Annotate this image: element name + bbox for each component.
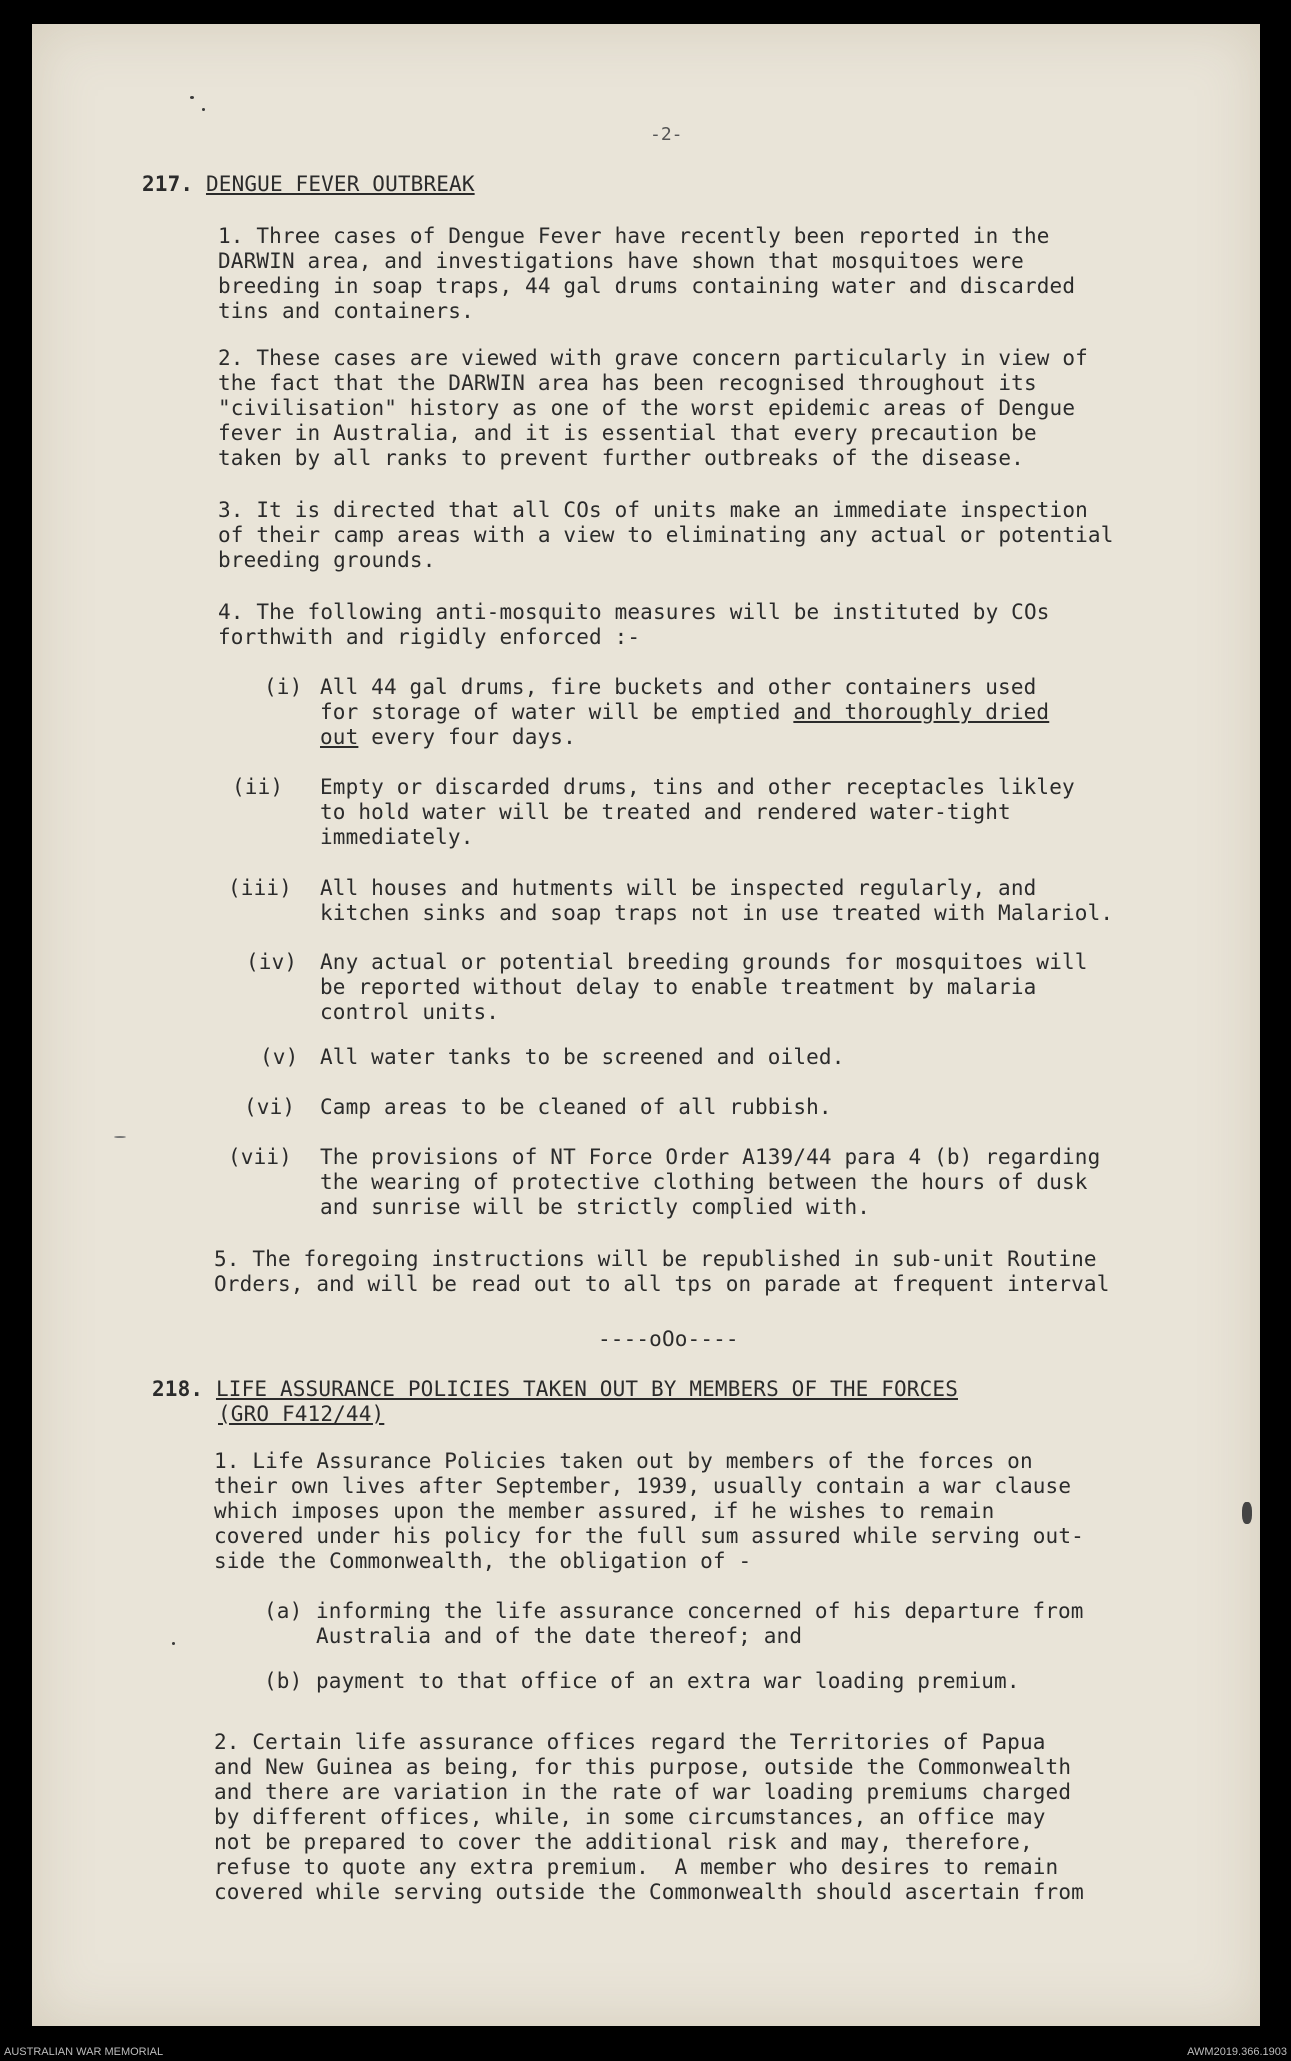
text-line: All 44 gal drums, fire buckets and other containers used [320, 675, 1037, 699]
s217-para-2 [218, 346, 1088, 471]
text-line: every four days. [371, 725, 576, 749]
text-line: 3. It is directed that all COs of units make an immediate inspection [218, 498, 1088, 522]
text-line: the fact that the DARWIN area has been recognised throughout its [218, 371, 1037, 395]
clause-b-text [316, 1669, 1020, 1694]
text-line: Australia and of the date thereof; and [316, 1624, 803, 1648]
section-separator: ----oOo---- [598, 1327, 739, 1351]
text-line: be reported without delay to enable treatment by malaria [320, 975, 1037, 999]
clause-a-text [316, 1599, 1084, 1649]
paper-speck [202, 108, 205, 111]
text-line: Camp areas to be cleaned of all rubbish. [320, 1095, 832, 1119]
measure-iv-label: (iv) [246, 950, 298, 974]
measure-ii-text [320, 775, 1075, 850]
text-line: payment to that office of an extra war loading premium. [316, 1669, 1020, 1693]
s217-para-5 [214, 1247, 1110, 1297]
s218-para-1 [214, 1449, 1084, 1574]
text-line: of their camp areas with a view to eliminating any actual or potential [218, 523, 1114, 547]
text-line: and there are variation in the rate of war loading premiums charged [214, 1780, 1072, 1804]
text-line: tins and containers. [218, 299, 474, 323]
text-line: 1. Three cases of Dengue Fever have recently been reported in the [218, 224, 1050, 248]
footer-credit: AUSTRALIAN WAR MEMORIAL [4, 2046, 164, 2058]
text-line: for storage of water will be emptied [320, 700, 781, 724]
text-line: to hold water will be treated and rendered water-tight [320, 800, 1011, 824]
section-217-number: 217. [142, 172, 194, 196]
underlined-text: and thoroughly dried [793, 700, 1050, 724]
measure-vi-text [320, 1095, 832, 1120]
text-line: immediately. [320, 825, 474, 849]
text-line: 2. These cases are viewed with grave concern particularly in view of [218, 346, 1088, 370]
text-line: 1. Life Assurance Policies taken out by members of the forces on [214, 1449, 1033, 1473]
text-line: side the Commonwealth, the obligation of - [214, 1549, 752, 1573]
s217-para-1 [218, 224, 1075, 324]
text-line: fever in Australia, and it is essential that every precaution be [218, 421, 1037, 445]
paper-speck [190, 96, 194, 99]
text-line: informing the life assurance concerned of his departure from [316, 1599, 1084, 1623]
section-218-heading [152, 1377, 958, 1427]
text-line: All water tanks to be screened and oiled. [320, 1045, 845, 1069]
section-218-reference: (GRO F412/44) [218, 1402, 385, 1426]
measure-v-text [320, 1045, 845, 1070]
section-217-title: DENGUE FEVER OUTBREAK [205, 172, 475, 196]
text-line: the wearing of protective clothing between the hours of dusk [320, 1170, 1088, 1194]
text-line: kitchen sinks and soap traps not in use treated with Malariol. [320, 901, 1114, 925]
measure-vi-label: (vi) [244, 1095, 296, 1119]
text-line: which imposes upon the member assured, if he wishes to remain [214, 1499, 995, 1523]
footer-accession-number: AWM2019.366.1903 [1187, 2046, 1287, 2058]
text-line: "civilisation" history as one of the worst epidemic areas of Dengue [218, 396, 1076, 420]
measure-vii-text [320, 1145, 1100, 1220]
text-line: DARWIN area, and investigations have shown that mosquitoes were [218, 249, 1024, 273]
text-line: refuse to quote any extra premium. A member who desires to remain [214, 1855, 1059, 1879]
measure-i-label: (i) [264, 675, 303, 699]
paper-speck [172, 1642, 175, 1645]
text-line: covered while serving outside the Commonwealth should ascertain from [214, 1880, 1084, 1904]
text-line: and New Guinea as being, for this purpose, outside the Commonwealth [214, 1755, 1072, 1779]
clause-b-label: (b) [264, 1669, 303, 1693]
text-line: taken by all ranks to prevent further outbreaks of the disease. [218, 446, 1024, 470]
text-line: forthwith and rigidly enforced :- [218, 625, 641, 649]
section-218-title: LIFE ASSURANCE POLICIES TAKEN OUT BY MEMBERS OF THE FORCES [215, 1377, 958, 1401]
text-line: 5. The foregoing instructions will be republished in sub-unit Routine [214, 1247, 1097, 1271]
measure-iv-text [320, 950, 1088, 1025]
document-page [32, 24, 1260, 2026]
text-line: control units. [320, 1000, 500, 1024]
text-line: covered under his policy for the full sum assured while serving out- [214, 1524, 1084, 1548]
measure-ii-label: (ii) [232, 775, 284, 799]
section-218-number: 218. [152, 1377, 204, 1401]
text-line: breeding in soap traps, 44 gal drums containing water and discarded [218, 274, 1076, 298]
underlined-text: out [320, 725, 359, 749]
measure-i-text [320, 675, 1049, 750]
text-line: Any actual or potential breeding grounds for mosquitoes will [320, 950, 1088, 974]
measure-vii-label: (vii) [228, 1145, 292, 1169]
page-number-mark: -2- [650, 124, 683, 145]
s218-para-2 [214, 1730, 1084, 1905]
text-line: by different offices, while, in some circumstances, an office may [214, 1805, 1046, 1829]
measure-iii-text [320, 876, 1113, 926]
s217-para-4 [218, 600, 1050, 650]
clause-a-label: (a) [264, 1599, 303, 1623]
text-line: Orders, and will be read out to all tps on parade at frequent interval [214, 1272, 1110, 1296]
text-line: not be prepared to cover the additional risk and may, therefore, [214, 1830, 1033, 1854]
text-line: All houses and hutments will be inspected regularly, and [320, 876, 1037, 900]
s217-para-3 [218, 498, 1114, 573]
text-line: breeding grounds. [218, 548, 436, 572]
paper-speck [114, 1136, 126, 1138]
text-line: and sunrise will be strictly complied with. [320, 1195, 871, 1219]
section-217-heading [142, 172, 475, 197]
text-line: The provisions of NT Force Order A139/44 para 4 (b) regarding [320, 1145, 1101, 1169]
text-line: their own lives after September, 1939, usually contain a war clause [214, 1474, 1072, 1498]
measure-v-label: (v) [260, 1045, 299, 1069]
text-line: 2. Certain life assurance offices regard the Territories of Papua [214, 1730, 1046, 1754]
text-line: Empty or discarded drums, tins and other receptacles likley [320, 775, 1075, 799]
text-line: 4. The following anti-mosquito measures will be instituted by COs [218, 600, 1050, 624]
measure-iii-label: (iii) [228, 876, 292, 900]
paper-speck [1242, 1502, 1252, 1524]
